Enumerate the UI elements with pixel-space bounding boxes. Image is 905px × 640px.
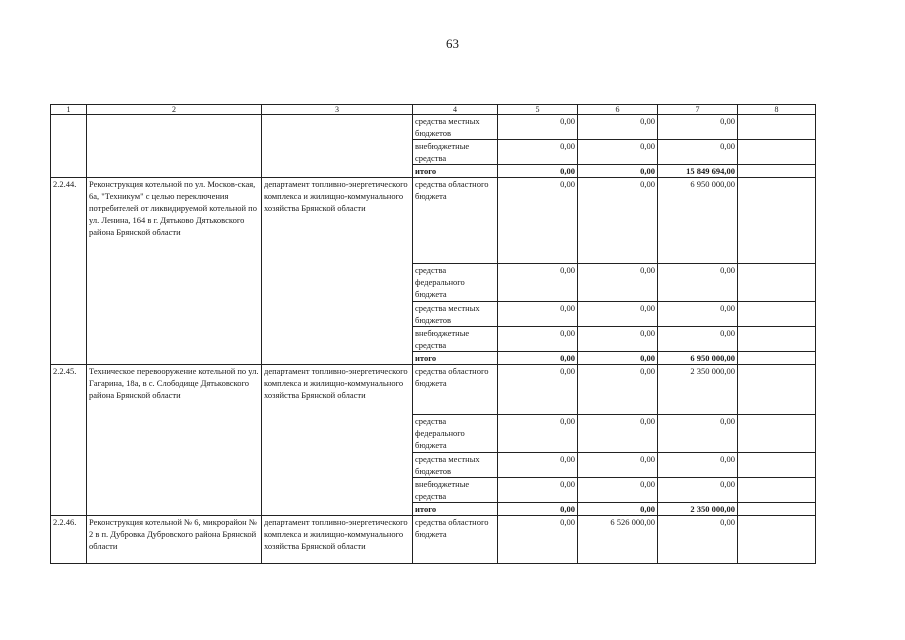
value-cell: 2 350 000,00 (658, 365, 738, 415)
value-cell: 0,00 (578, 453, 658, 478)
budget-table (50, 104, 816, 564)
value-cell: 0,00 (578, 365, 658, 415)
note-cell (738, 327, 816, 352)
column-number: 3 (262, 105, 413, 115)
value-cell: 0,00 (658, 415, 738, 453)
table-row (51, 115, 816, 140)
value-cell: 0,00 (658, 453, 738, 478)
column-number: 4 (413, 105, 498, 115)
value-cell: 0,00 (498, 327, 578, 352)
note-cell (738, 178, 816, 264)
item-code-cell: 2.2.46. (51, 516, 87, 564)
value-cell: 0,00 (578, 327, 658, 352)
value-cell: 6 950 000,00 (658, 178, 738, 264)
note-cell (738, 516, 816, 564)
funding-source-cell: внебюджетные средства (413, 478, 498, 503)
value-cell: 0,00 (658, 327, 738, 352)
column-number: 5 (498, 105, 578, 115)
value-cell: 0,00 (658, 478, 738, 503)
value-cell: 0,00 (658, 264, 738, 302)
value-cell: 0,00 (578, 478, 658, 503)
item-name-cell: Реконструкция котельной по ул. Москов-ская, 6а, "Техникум" с целью переключения потребителей от ликвидируемой котельной по ул. Ленина, 164 в г. Дятьково Дятьковского района Брянской области (87, 178, 262, 365)
note-cell (738, 352, 816, 365)
value-cell: 0,00 (498, 516, 578, 564)
note-cell (738, 478, 816, 503)
column-number: 2 (87, 105, 262, 115)
value-cell: 0,00 (578, 302, 658, 327)
column-number: 1 (51, 105, 87, 115)
column-number: 8 (738, 105, 816, 115)
value-cell: 0,00 (498, 115, 578, 140)
funding-source-cell: внебюджетные средства (413, 140, 498, 165)
value-cell: 0,00 (578, 352, 658, 365)
note-cell (738, 365, 816, 415)
value-cell: 0,00 (498, 264, 578, 302)
value-cell: 0,00 (578, 415, 658, 453)
item-name-cell: Реконструкция котельной № 6, микрорайон № 2 в п. Дубровка Дубровского района Брянской области (87, 516, 262, 564)
funding-source-cell: итого (413, 352, 498, 365)
funding-source-cell: средства федерального бюджета (413, 264, 498, 302)
value-cell: 0,00 (498, 503, 578, 516)
note-cell (738, 302, 816, 327)
funding-source-cell: средства местных бюджетов (413, 115, 498, 140)
item-code-cell: 2.2.44. (51, 178, 87, 365)
column-number-row (51, 105, 816, 115)
note-cell (738, 140, 816, 165)
value-cell: 0,00 (498, 165, 578, 178)
column-number: 6 (578, 105, 658, 115)
value-cell: 2 350 000,00 (658, 503, 738, 516)
column-number: 7 (658, 105, 738, 115)
value-cell: 0,00 (578, 264, 658, 302)
note-cell (738, 115, 816, 140)
value-cell: 0,00 (658, 302, 738, 327)
value-cell: 0,00 (658, 115, 738, 140)
executor-cell (262, 115, 413, 178)
item-code-cell (51, 115, 87, 178)
funding-source-cell: средства местных бюджетов (413, 302, 498, 327)
value-cell: 0,00 (578, 165, 658, 178)
value-cell: 0,00 (498, 352, 578, 365)
value-cell: 0,00 (578, 503, 658, 516)
item-name-cell (87, 115, 262, 178)
funding-source-cell: итого (413, 165, 498, 178)
value-cell: 0,00 (498, 478, 578, 503)
value-cell: 0,00 (658, 140, 738, 165)
table-row (51, 365, 816, 415)
value-cell: 0,00 (498, 302, 578, 327)
funding-source-cell: итого (413, 503, 498, 516)
value-cell: 15 849 694,00 (658, 165, 738, 178)
note-cell (738, 165, 816, 178)
value-cell: 0,00 (498, 453, 578, 478)
funding-source-cell: средства областного бюджета (413, 178, 498, 264)
funding-source-cell: средства областного бюджета (413, 365, 498, 415)
table-row (51, 516, 816, 564)
value-cell: 0,00 (578, 178, 658, 264)
value-cell: 0,00 (578, 140, 658, 165)
page-number: 63 (446, 36, 459, 51)
value-cell: 0,00 (498, 365, 578, 415)
executor-cell: департамент топливно-энергетического комплекса и жилищно-коммунального хозяйства Брянской области (262, 516, 413, 564)
funding-source-cell: средства областного бюджета (413, 516, 498, 564)
value-cell: 6 526 000,00 (578, 516, 658, 564)
value-cell: 0,00 (578, 115, 658, 140)
note-cell (738, 503, 816, 516)
item-code-cell: 2.2.45. (51, 365, 87, 516)
funding-source-cell: средства местных бюджетов (413, 453, 498, 478)
value-cell: 6 950 000,00 (658, 352, 738, 365)
item-name-cell: Техническое перевооружение котельной по ул. Гагарина, 18а, в с. Слободище Дятьковского района Брянской области (87, 365, 262, 516)
funding-source-cell: средства федерального бюджета (413, 415, 498, 453)
value-cell: 0,00 (498, 140, 578, 165)
value-cell: 0,00 (658, 516, 738, 564)
note-cell (738, 415, 816, 453)
executor-cell: департамент топливно-энергетического комплекса и жилищно-коммунального хозяйства Брянской области (262, 178, 413, 365)
table-body (51, 105, 816, 564)
value-cell: 0,00 (498, 178, 578, 264)
value-cell: 0,00 (498, 415, 578, 453)
note-cell (738, 264, 816, 302)
table-row (51, 178, 816, 264)
note-cell (738, 453, 816, 478)
executor-cell: департамент топливно-энергетического комплекса и жилищно-коммунального хозяйства Брянской области (262, 365, 413, 516)
funding-source-cell: внебюджетные средства (413, 327, 498, 352)
